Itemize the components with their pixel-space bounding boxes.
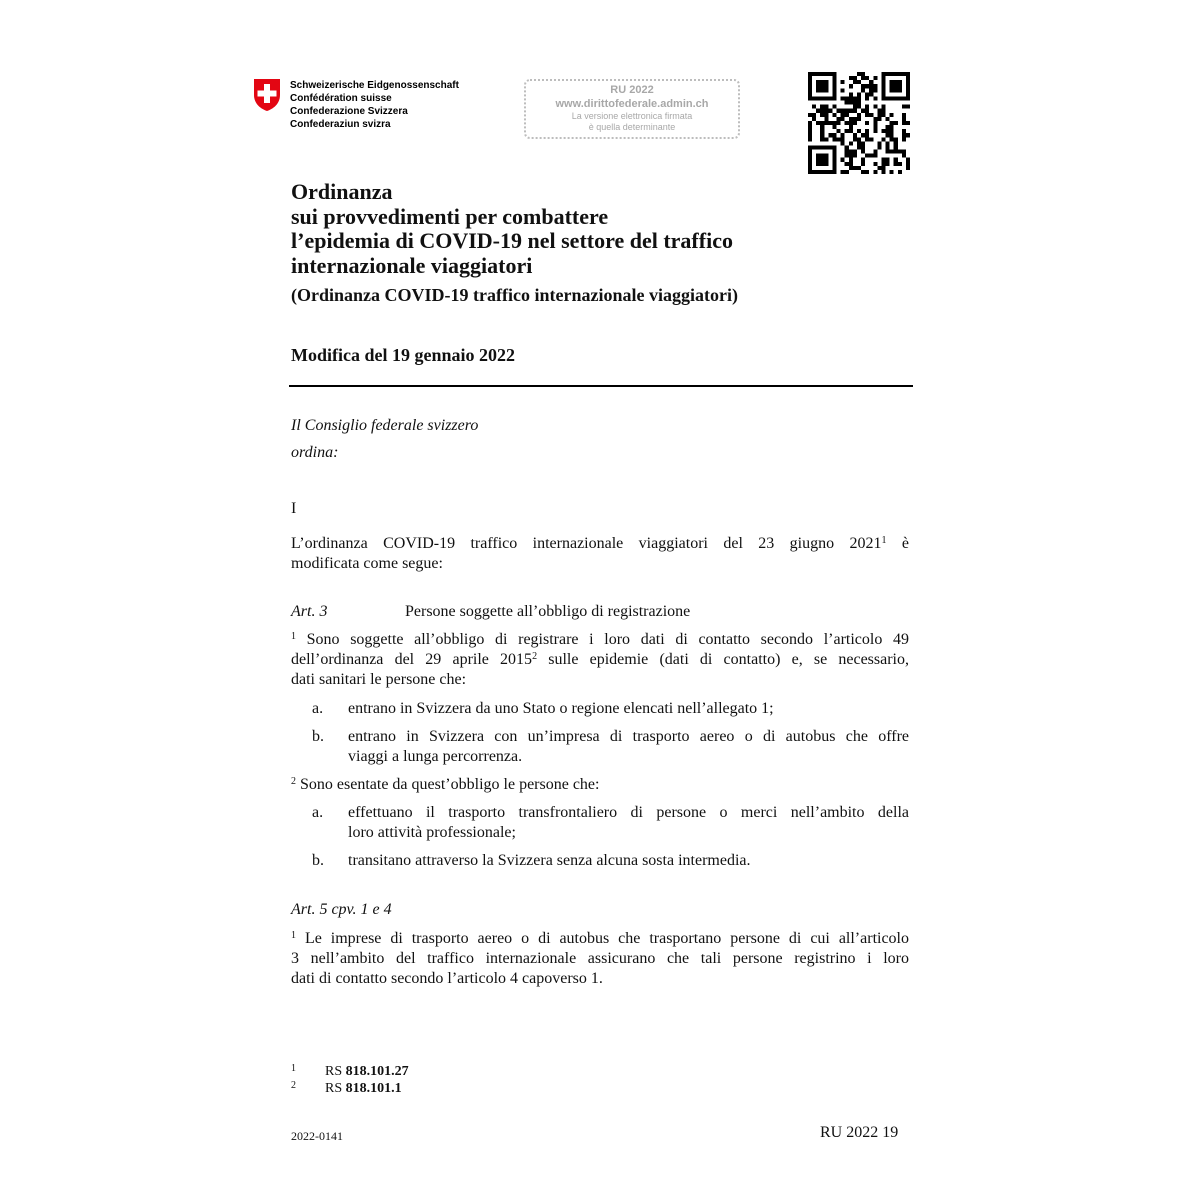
art3-p1-line-3: dati sanitari le persone che: [291,671,467,688]
article-3-paragraph-1 [291,630,909,690]
footnote-prefix: RS [325,1064,346,1079]
title-line-3: l’epidemia di COVID-19 nel settore del traffico [291,228,733,253]
stamp-collection: RU 2022 [610,84,654,96]
article-3-title: Persone soggette all’obbligo di registrazione [405,603,691,620]
footnote-text [325,1064,409,1080]
footnote-prefix: RS [325,1081,346,1096]
art3-p1-text-2a: dell’ordinanza del 29 aprile 2015 [291,651,533,668]
list-item-text: effettuano il trasporto transfrontaliero di persone o merci nell’ambito della [348,804,909,821]
preamble-authority: Il Consiglio federale svizzero [291,417,479,434]
art5-text-1: Le imprese di trasporto aereo o di autobus che trasportano persone di cui all’articolo [296,930,909,947]
confederation-name-it: Confederazione Svizzera [290,106,408,117]
confederation-names [290,79,459,131]
confederation-name-rm: Confederaziun svizra [290,119,391,130]
footnote-text [325,1081,402,1097]
list-letter: b. [312,852,324,869]
title-line-2: sui provvedimenti per combattere [291,203,609,229]
article-3-paragraph-2 [291,775,909,795]
stamp-url: www.dirittofederale.admin.ch [555,98,709,110]
section-intro [291,534,909,574]
footnote-number: 2 [291,1080,296,1091]
confederation-name-de: Schweizerische Eidgenossenschaft [290,80,459,91]
list-item-text: entrano in Svizzera da uno Stato o regione elencati nell’allegato 1; [348,700,774,717]
confederation-name-fr: Confédération suisse [290,93,392,104]
document-title [291,180,911,278]
intro-text-tail: è [886,535,909,552]
art3-p1-text-2b: sulle epidemie (dati di contatto) e, se necessario, [537,651,909,668]
footnote-ref-1[interactable]: 1 [881,535,887,546]
qr-code-icon [808,72,910,174]
art3-p1-line-1 [291,630,909,650]
paragraph-number: 1 [291,930,296,941]
art3-p1-text-1: Sono soggette all’obbligo di registrare i loro dati di contatto secondo l’articolo 49 [296,631,909,648]
article-5-paragraph-1 [291,929,909,989]
footnote-number: 1 [291,1063,296,1074]
document-header [252,78,912,178]
list-item-text: loro attività professionale; [348,824,516,841]
intro-text: L’ordinanza COVID-19 traffico internazionale viaggiatori del 23 giugno 2021 [291,535,882,552]
footnote-ref-link[interactable]: 818.101.27 [345,1064,409,1079]
list-letter: a. [312,804,324,821]
article-5-label: Art. 5 cpv. 1 e 4 [291,901,392,918]
list-letter: b. [312,728,324,745]
article-3-label: Art. 3 [291,603,328,620]
amendment-date: Modifica del 19 gennaio 2022 [291,345,515,365]
list-item-text: transitano attraverso la Svizzera senza alcuna sosta intermedia. [348,852,751,869]
paragraph-number: 2 [291,776,296,787]
title-divider [289,385,913,387]
list-item-text: entrano in Svizzera con un’impresa di trasporto aereo o di autobus che offre [348,728,909,745]
swiss-cross-shield-icon [252,78,282,112]
art5-line-2: 3 nell’ambito del traffico internazionale assicurano che tali persone registrino i loro [291,950,909,967]
art5-line-3: dati di contatto secondo l’articolo 4 capoverso 1. [291,970,603,987]
intro-line-2: modificata come segue: [291,555,443,572]
footnote-ref-link[interactable]: 818.101.1 [345,1081,402,1096]
section-numeral: I [291,500,297,517]
short-title: (Ordinanza COVID-19 traffico internazionale viaggiatori) [291,285,738,305]
list-letter: a. [312,700,324,717]
art3-p2-line [291,775,909,795]
title-line-1: Ordinanza [291,179,393,204]
page-reference: RU 2022 19 [820,1124,899,1141]
intro-line-1 [291,534,909,554]
preamble-decree: ordina: [291,444,339,461]
list-item-text: viaggi a lunga percorrenza. [348,748,523,765]
footnote-ref-2[interactable]: 2 [532,651,538,662]
art3-p2-text: Sono esentate da quest’obbligo le persone che: [296,776,600,793]
stamp-note-2: è quella determinante [588,122,676,132]
stamp-note-1: La versione elettronica firmata [571,111,693,121]
title-line-4: internazionale viaggiatori [291,252,533,278]
document-number: 2022-0141 [291,1129,343,1143]
paragraph-number: 1 [291,631,296,642]
art5-line-1 [291,929,909,949]
electronic-signature-stamp [524,79,740,139]
art3-p1-line-2 [291,650,909,670]
